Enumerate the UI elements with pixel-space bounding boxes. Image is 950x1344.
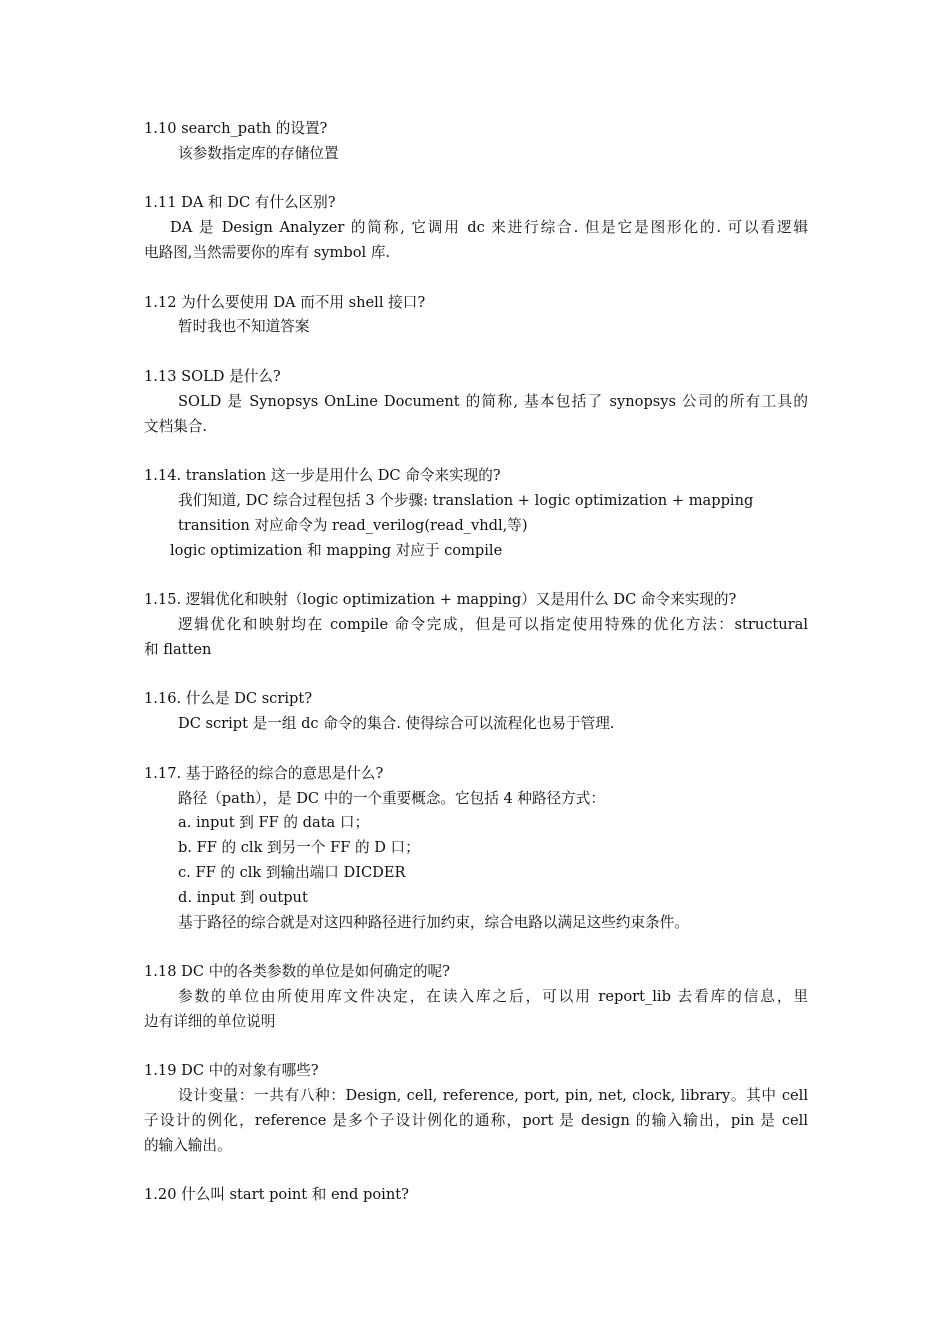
answer-line: c. FF 的 clk 到输出端口 DICDER bbox=[178, 863, 406, 881]
answer-line: 路径（path），是 DC 中的一个重要概念。它包括 4 种路径方式： bbox=[178, 789, 605, 807]
answer-line: transition 对应命令为 read_verilog(read_vhdl,等) bbox=[178, 516, 528, 534]
answer-line: 文档集合. bbox=[144, 417, 208, 435]
question-heading: 1.10 search_path 的设置? bbox=[144, 120, 328, 137]
faq-content bbox=[144, 117, 808, 1233]
answer-line: logic optimization 和 mapping 对应于 compile bbox=[170, 541, 503, 559]
answer-line: 边有详细的单位说明 bbox=[144, 1012, 276, 1030]
answer-line: DA 是 Design Analyzer 的简称, 它调用 dc 来进行综合. 但是它是图形化的. 可以看逻辑 bbox=[170, 219, 808, 237]
question-heading: 1.15. 逻辑优化和映射（logic optimization + mapping）又是用什么 DC 命令来实现的? bbox=[144, 591, 737, 609]
question-heading: 1.12 为什么要使用 DA 而不用 shell 接口? bbox=[144, 293, 426, 311]
answer-line: d. input 到 output bbox=[178, 888, 308, 906]
faq-section-1-14 bbox=[144, 464, 808, 563]
question-heading: 1.14. translation 这一步是用什么 DC 命令来实现的? bbox=[144, 467, 501, 485]
answer-line: 设计变量：一共有八种：Design, cell, reference, port, pin, net, clock, library。其中 cell bbox=[178, 1087, 808, 1105]
faq-section-1-19 bbox=[144, 1059, 808, 1158]
question-heading: 1.17. 基于路径的综合的意思是什么? bbox=[144, 764, 384, 782]
answer-line: 的输入输出。 bbox=[144, 1136, 232, 1154]
answer-line: 参数的单位由所使用库文件决定，在读入库之后，可以用 report_lib 去看库的信息，里 bbox=[178, 987, 808, 1005]
question-heading: 1.20 什么叫 start point 和 end point? bbox=[144, 1186, 409, 1204]
answer-line: 我们知道, DC 综合过程包括 3 个步骤: translation + logic optimization + mapping bbox=[178, 491, 754, 509]
answer-line: 电路图,当然需要你的库有 symbol 库. bbox=[144, 243, 391, 261]
answer-line: a. input 到 FF 的 data 口； bbox=[178, 814, 370, 832]
answer-line: 和 flatten bbox=[144, 640, 212, 658]
answer-line: SOLD 是 Synopsys OnLine Document 的简称, 基本包括了 synopsys 公司的所有工具的 bbox=[178, 392, 808, 410]
faq-section-1-13 bbox=[144, 365, 808, 439]
question-heading: 1.18 DC 中的各类参数的单位是如何确定的呢? bbox=[144, 963, 450, 981]
question-heading: 1.11 DA 和 DC 有什么区别? bbox=[144, 194, 336, 212]
answer-line: 基于路径的综合就是对这四种路径进行加约束，综合电路以满足这些约束条件。 bbox=[178, 913, 689, 931]
question-heading: 1.16. 什么是 DC script? bbox=[144, 690, 313, 708]
answer-line: DC script 是一组 dc 命令的集合. 使得综合可以流程化也易于管理. bbox=[178, 715, 615, 733]
answer-line: 逻辑优化和映射均在 compile 命令完成，但是可以指定使用特殊的优化方法：structural bbox=[178, 615, 808, 633]
answer-line: 子设计的例化，reference 是多个子设计例化的通称，port 是 design 的输入输出，pin 是 cell bbox=[144, 1111, 808, 1129]
faq-section-1-12 bbox=[144, 291, 808, 341]
faq-section-1-10 bbox=[144, 117, 808, 167]
answer-line: 该参数指定库的存储位置 bbox=[178, 144, 339, 162]
faq-section-1-15 bbox=[144, 588, 808, 662]
faq-section-1-11 bbox=[144, 191, 808, 265]
faq-section-1-18 bbox=[144, 960, 808, 1034]
question-heading: 1.19 DC 中的对象有哪些? bbox=[144, 1062, 319, 1080]
question-heading: 1.13 SOLD 是什么? bbox=[144, 367, 281, 385]
answer-line: b. FF 的 clk 到另一个 FF 的 D 口； bbox=[178, 839, 420, 857]
faq-section-1-17 bbox=[144, 762, 808, 936]
faq-section-1-20 bbox=[144, 1183, 808, 1208]
faq-section-1-16 bbox=[144, 687, 808, 737]
answer-line: 暂时我也不知道答案 bbox=[178, 318, 310, 336]
